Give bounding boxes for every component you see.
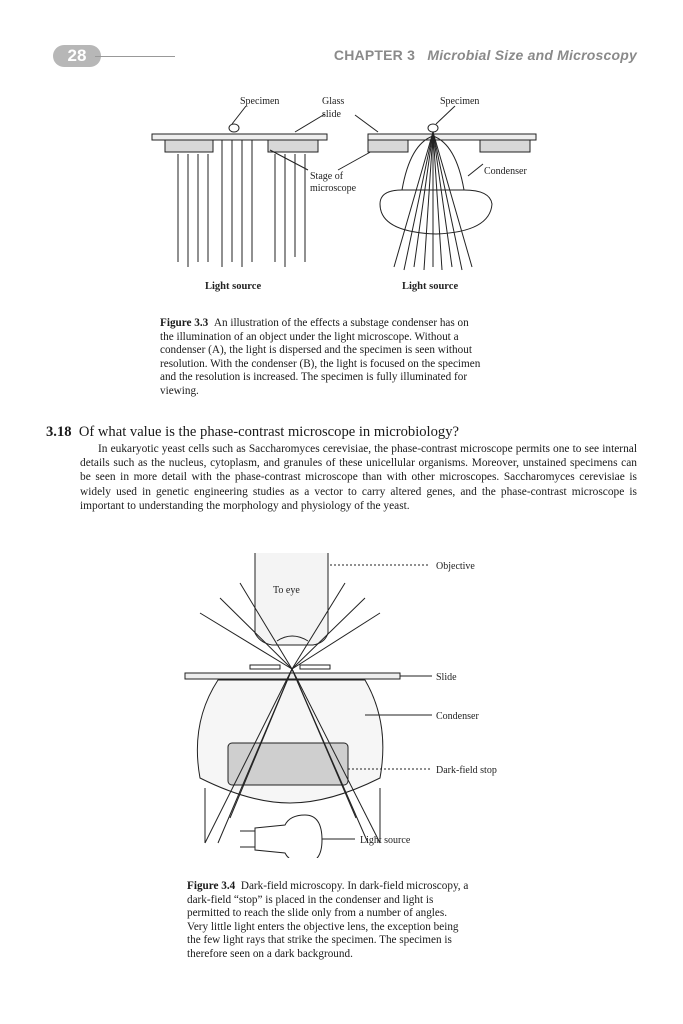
caption-line: viewing. (160, 384, 199, 397)
label-condenser: Condenser (484, 166, 527, 177)
label-slide: Slide (436, 672, 457, 683)
caption-line: An illustration of the effects a substage condenser has on (213, 317, 469, 329)
caption-line: the illumination of an object under the light microscope. Without a (160, 330, 459, 343)
left-glass-slide (152, 134, 327, 140)
page-number-badge: 28 (53, 45, 101, 67)
label-glass: Glass (322, 96, 345, 107)
right-light-rays (394, 132, 472, 270)
question-answer: In eukaryotic yeast cells such as Saccharomyces cerevisiae, the phase-contrast microscope permits one to see internal details such as the nucleus, cytoplasm, and granules of these unicellular organisms. Moreover, unstained specimens can be seen in more detail with the phase-contrast microscope than with other microscopes. Saccharomyces cerevisiae is widely used in genetic engineering studies as a vector to carry altered genes, and the phase-contrast microscope is important to understanding the morphology and physiology of the yeast. (80, 443, 637, 512)
caption-line: and the resolution is increased. The specimen is fully illuminated for (160, 371, 468, 384)
glass-slide (185, 673, 400, 679)
caption-line: permitted to reach the slide only from a number of angles. (187, 907, 448, 920)
label-specimen-left: Specimen (240, 96, 280, 107)
label-slide: slide (322, 109, 341, 120)
label-objective: Objective (436, 561, 475, 572)
caption-line: resolution. With the condenser (B), the light is focused on the specimen (160, 357, 481, 370)
figure-3-4-diagram (180, 553, 520, 858)
light-bulb (255, 815, 322, 858)
label-to-eye: To eye (273, 585, 300, 596)
question-heading (46, 424, 459, 441)
question-title: Of what value is the phase-contrast microscope in microbiology? (78, 424, 459, 440)
caption-line: dark-field “stop” is placed in the condenser and light is (187, 893, 434, 906)
label-light-source-left: Light source (205, 281, 262, 292)
caption-line: therefore seen on a dark background. (187, 947, 353, 960)
label-dark-field-stop: Dark-field stop (436, 765, 497, 776)
label-stage-of: Stage of (310, 171, 344, 182)
right-glass-slide (368, 134, 536, 140)
chapter-title: Microbial Size and Microscopy (427, 47, 637, 63)
right-specimen (428, 124, 438, 132)
figure-3-3-label: Figure 3.3 (160, 317, 209, 329)
caption-line: condenser (A), the light is dispersed and the specimen is seen without (160, 344, 472, 357)
label-specimen-right: Specimen (440, 96, 480, 107)
right-stage-right (480, 140, 530, 152)
label-light-source: Light source (360, 835, 411, 846)
figure-3-4-label: Figure 3.4 (187, 880, 236, 892)
label-condenser: Condenser (436, 711, 479, 722)
header-rule (95, 56, 175, 57)
label-light-source-right: Light source (402, 281, 459, 292)
caption-line: Dark-field microscopy. In dark-field microscopy, a (240, 880, 469, 892)
figure-3-3-diagram (150, 92, 540, 297)
objective-lens (255, 553, 328, 645)
running-header (334, 47, 637, 63)
left-specimen (229, 124, 239, 132)
chapter-label: CHAPTER 3 (333, 47, 416, 63)
figure-3-3-caption (160, 317, 530, 399)
figure-3-4-caption (187, 880, 517, 962)
left-light-rays (178, 140, 305, 267)
caption-line: Very little light enters the objective lens, the exception being (187, 920, 459, 933)
right-stage-left (368, 140, 408, 152)
label-microscope: microscope (310, 183, 357, 194)
left-stage-right (268, 140, 318, 152)
question-number: 3.18 (46, 424, 72, 440)
caption-line: the few light rays that strike the specimen. The specimen is (187, 934, 452, 947)
left-stage-left (165, 140, 213, 152)
